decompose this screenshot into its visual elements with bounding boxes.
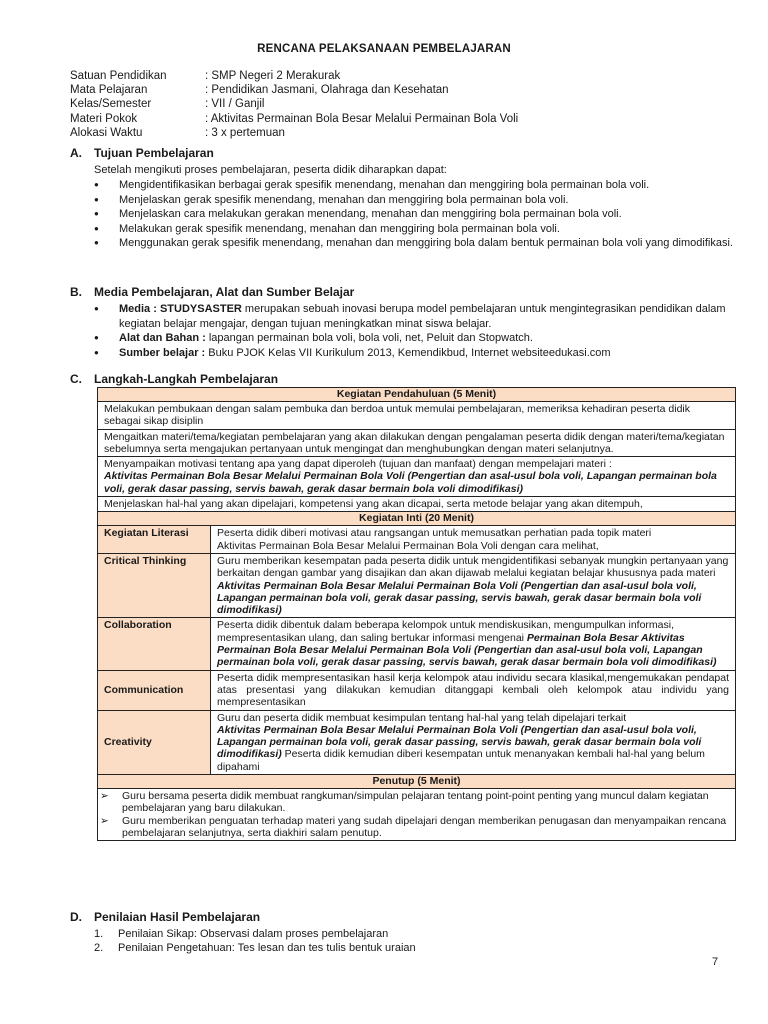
table-cell: [98, 457, 736, 497]
table-row: [98, 388, 736, 402]
item-text: Penilaian Pengetahuan: Tes lesan dan tes tulis bentuk uraian: [118, 942, 416, 954]
table-cell: [211, 526, 736, 554]
identity-row: [70, 97, 625, 111]
section-title: Penilaian Hasil Pembelajaran: [94, 910, 261, 924]
section-number: A.: [70, 146, 82, 160]
item-number: 1.: [94, 928, 104, 940]
item-text: Buku PJOK Kelas VII Kurikulum 2013, Kemendikbud, Internet websiteedukasi.com: [205, 346, 611, 359]
list-item: ➢ Guru bersama peserta didik membuat rangkuman/simpulan pelajaran tentang point-point penting yang muncul dalam kegiatan pembelajaran yang baru dilakukan.: [104, 790, 729, 815]
document-title: RENCANA PELAKSANAAN PEMBELAJARAN: [257, 43, 511, 55]
section-c-heading: [70, 372, 278, 386]
table-cell: [211, 553, 736, 617]
section-title: Media Pembelajaran, Alat dan Sumber Belajar: [94, 285, 355, 299]
section-a-heading: [70, 146, 214, 160]
table-row: [98, 429, 736, 457]
identity-key: Mata Pelajaran: [70, 84, 148, 97]
identity-value: : Pendidikan Jasmani, Olahraga dan Kesehatan: [205, 84, 449, 97]
cell-text: Guru dan peserta didik membuat kesimpulan tentang hal-hal yang telah dipelajari terkait: [217, 711, 627, 724]
list-item: ● Menjelaskan gerak spesifik menendang, menahan dan menggiring bola permainan bola voli.: [94, 193, 734, 208]
identity-value: : VII / Ganjil: [205, 98, 265, 111]
identity-key: Materi Pokok: [70, 112, 138, 125]
row-label: Collaboration: [98, 618, 211, 670]
media-list: [94, 302, 734, 360]
cell-emphasis: Aktivitas Permainan Bola Besar Melalui Permainan Bola Voli (Pengertian dan asal-usul bola voli, Lapangan permainan bola voli, gerak dasar passing, servis bawah, gerak dasar bermain bola voli dimodifikasi): [217, 723, 702, 761]
list-item: ➢ Guru memberikan penguatan terhadap materi yang sudah dipelajari dengan memberikan penugasan dan menyampaikan rencana pembelajaran selanjutnya, serta diakhiri salam penutup.: [104, 815, 729, 840]
table-cell: [211, 710, 736, 774]
identity-row: [70, 83, 625, 97]
identity-row: [70, 69, 625, 83]
closing-list: [104, 790, 729, 839]
identity-key: Satuan Pendidikan: [70, 70, 167, 82]
table-section-header: Kegiatan Pendahuluan (5 Menit): [98, 388, 736, 402]
table-row: [98, 775, 736, 789]
table-cell: [211, 618, 736, 670]
identity-row: [70, 126, 625, 140]
list-item: [94, 302, 734, 331]
item-label: Alat dan Bahan :: [119, 332, 206, 345]
row-label: Kegiatan Literasi: [98, 526, 211, 554]
identity-key: Alokasi Waktu: [70, 126, 143, 139]
table-cell: Mengaitkan materi/tema/kegiatan pembelajaran yang akan dilakukan dengan pengalaman peserta didik dengan materi/tema/kegiatan sebelumnya serta mengajukan pertanyaan untuk mengingat dan menghubungkan dengan materi selanjutnya.: [98, 429, 736, 457]
list-item: ● Mengidentifikasikan berbagai gerak spesifik menendang, menahan dan menggiring bola permainan bola voli.: [94, 178, 734, 193]
identity-value: : 3 x pertemuan: [205, 126, 285, 139]
row-label: Critical Thinking: [98, 553, 211, 617]
section-number: D.: [70, 910, 82, 924]
objectives-list: [94, 178, 734, 251]
item-label: Sumber belajar :: [119, 346, 206, 359]
table-row: [98, 789, 736, 841]
cell-text: Peserta didik dibentuk dalam beberapa kelompok untuk mendiskusikan, mengumpulkan informasi, mempresentasikan ulang, dan saling bertukar informasi mengenai: [217, 619, 675, 644]
row-label: Creativity: [98, 710, 211, 774]
table-row: [98, 618, 736, 670]
table-section-header: Kegiatan Inti (20 Menit): [98, 512, 736, 526]
table-cell: Menjelaskan hal-hal yang akan dipelajari, kompetensi yang akan dicapai, serta metode belajar yang akan ditempuh,: [98, 497, 736, 512]
cell-text: Menyampaikan motivasi tentang apa yang dapat diperoleh (tujuan dan manfaat) dengan mempelajari materi :: [104, 458, 612, 471]
table-row: [98, 710, 736, 774]
table-row: [98, 402, 736, 430]
table-cell: Peserta didik mempresentasikan hasil kerja kelompok atau individu secara klasikal,mengemukakan pendapat atas presentasi yang dilakukan kemudian ditanggapi kembali oleh kelompok atau individu yang mempresentasikan: [211, 670, 736, 710]
item-label: Media : STUDYSASTER: [119, 303, 242, 315]
cell-emphasis: Aktivitas Permainan Bola Besar Melalui Permainan Bola Voli (Pengertian dan asal-usul bola voli, Lapangan permainan bola voli, gerak dasar passing, servis bawah, gerak dasar bermain bola voli dimodifikasi): [217, 579, 702, 617]
table-row: [98, 512, 736, 526]
cell-emphasis: Aktivitas Permainan Bola Besar Melalui Permainan Bola Voli (Pengertian dan asal-usul bola voli, Lapangan permainan bola voli, gerak dasar passing, servis bawah, gerak dasar bermain bola voli dimodifikasi): [104, 470, 717, 495]
list-item: ● Menjelaskan cara melakukan gerakan menendang, menahan dan menggiring bola permainan bola voli.: [94, 207, 734, 222]
section-title: Tujuan Pembelajaran: [94, 146, 214, 160]
table-row: [98, 526, 736, 554]
section-d-heading: [70, 910, 260, 924]
section-title: Langkah-Langkah Pembelajaran: [94, 372, 279, 386]
table-row: [98, 457, 736, 497]
cell-text: Aktivitas Permainan Bola Besar Melalui Permainan Bola Voli dengan cara melihat,: [217, 539, 599, 552]
table-cell: Melakukan pembukaan dengan salam pembuka dan berdoa untuk memulai pembelajaran, memeriksa kehadiran peserta didik sebagai sikap disiplin: [98, 402, 736, 430]
table-cell: [98, 789, 736, 841]
section-number: B.: [70, 285, 82, 299]
list-item: [94, 941, 734, 955]
assessment-list: [94, 927, 734, 955]
table-row: [98, 553, 736, 617]
identity-value: : SMP Negeri 2 Merakurak: [205, 70, 341, 82]
list-item: [94, 331, 734, 346]
cell-emphasis: Permainan Bola Besar Aktivitas Permainan Bola Besar Melalui Permainan Bola Voli (Pengertian dan asal-usul bola voli, Lapangan permainan bola voli, gerak dasar passing, servis bawah, gerak dasar bermain bola voli dimodifikasi): [217, 631, 717, 669]
section-b-heading: [70, 285, 354, 299]
page-number: 7: [712, 956, 719, 968]
section-number: C.: [70, 372, 82, 386]
learning-steps-table: [97, 387, 736, 841]
cell-text: Peserta didik diberi motivasi atau rangsangan untuk memusatkan perhatian pada topik materi: [217, 527, 652, 540]
table-section-header: Penutup (5 Menit): [98, 775, 736, 789]
item-text: lapangan permainan bola voli, bola voli, net, Peluit dan Stopwatch.: [205, 332, 533, 345]
identity-value: : Aktivitas Permainan Bola Besar Melalui Permainan Bola Voli: [205, 112, 519, 125]
identity-key: Kelas/Semester: [70, 98, 152, 111]
item-number: 2.: [94, 942, 104, 954]
identity-row: [70, 112, 625, 126]
table-row: [98, 497, 736, 512]
table-row: [98, 670, 736, 710]
section-a-intro: Setelah mengikuti proses pembelajaran, peserta didik diharapkan dapat:: [94, 164, 447, 176]
item-text: merupakan sebuah inovasi berupa model pembelajaran untuk mengintegrasikan pendidikan dalam kegiatan belajar mengajar, dengan tujuan meningkatkan minat siswa belajar.: [119, 303, 726, 330]
row-label: Communication: [98, 670, 211, 710]
list-item: ● Menggunakan gerak spesifik menendang, menahan dan menggiring bola dalam bentuk permainan bola voli yang dimodifikasi.: [94, 236, 734, 251]
list-item: [94, 927, 734, 941]
list-item: ● Melakukan gerak spesifik menendang, menahan dan menggiring bola permainan bola voli.: [94, 222, 734, 237]
cell-text: Peserta didik kemudian diberi kesempatan untuk menanyakan kembali hal-hal yang belum dipahami: [217, 748, 705, 773]
item-text: Penilaian Sikap: Observasi dalam proses pembelajaran: [118, 928, 389, 940]
list-item: [94, 346, 734, 361]
cell-text: Guru memberikan kesempatan pada peserta didik untuk mengidentifikasi sebanyak mungkin pertanyaan yang berkaitan dengan gambar yang disajikan dan akan dijawab melalui kegiatan belajar khususnya pada materi: [217, 554, 729, 580]
identity-block: [70, 69, 625, 140]
